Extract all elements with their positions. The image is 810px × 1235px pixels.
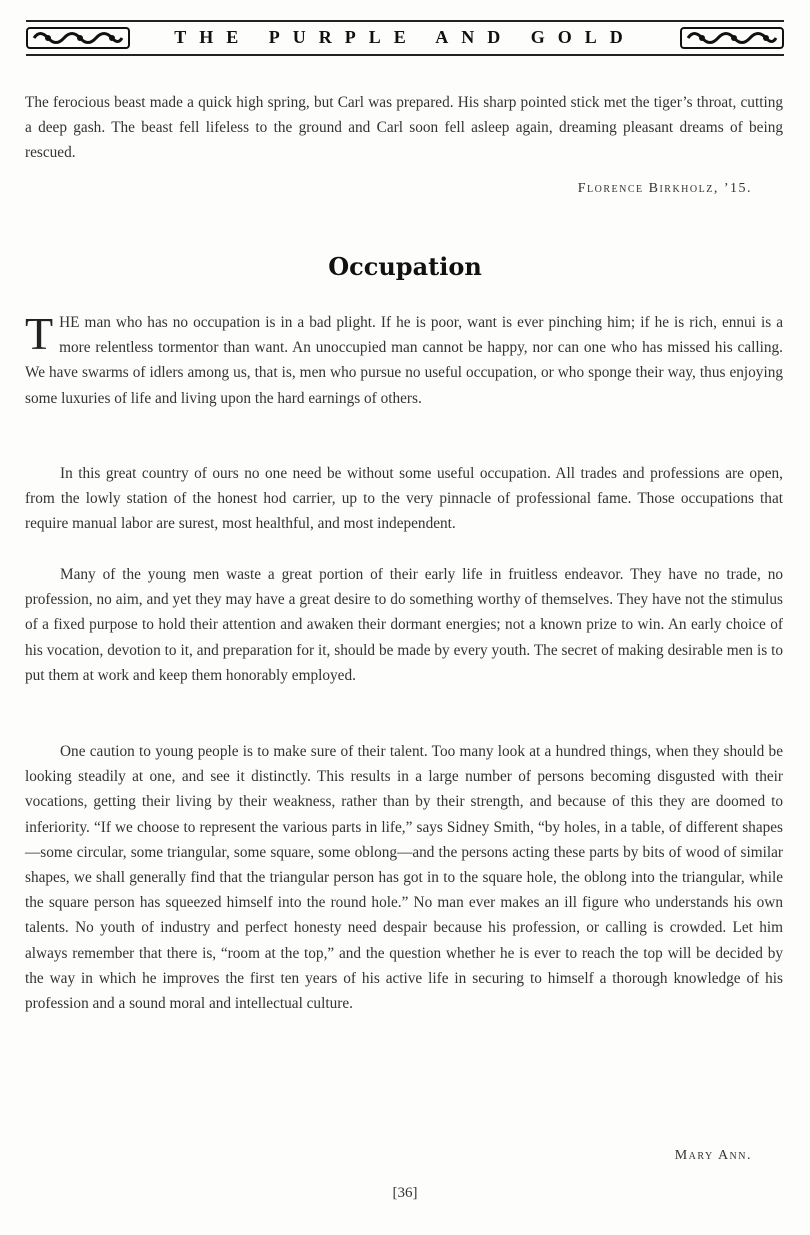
journal-title: THE PURPLE AND GOLD: [174, 27, 636, 47]
paragraph-text: HE man who has no occupation is in a bad plight. If he is poor, want is ever pinching him; if he is rich, ennui is a more relentless tormentor than want. An unoccupied man cannot be happy, nor can one who has missed his calling. We have swarms of idlers among us, that is, men who pursue no useful occupation, or who sponge their way, thus enjoying some luxuries of life and living upon the hard earnings of others.: [25, 314, 783, 407]
article-paragraph-4: One caution to young people is to make sure of their talent. Too many look at a hundred things, when they should be looking steadily at one, and see it distinctly. This results in a large number of persons becoming disgusted with their vocations, getting their living by their weakness, rather than by their strength, and because of this they are doomed to inferiority. “If we choose to represent the various parts in life,” says Sidney Smith, “by holes, in a table, of different shapes—some circular, some triangular, some square, some oblong—and the persons acting these parts by bits of wood of similar shapes, we shall generally find that the triangular person has got in to the square hole, the oblong into the triangular, while the square person has squeezed himself into the round hole.” No man ever makes an ill figure who understands his own talents. No youth of industry and perfect honesty need despair because his profession, or calling is crowded. Let him always remember that there is, “room at the top,” and the question whether he is ever to reach the top will be decided by the way in which he improves the first ten years of his active life in securing to himself a thorough knowledge of his profession and a sound moral and intellectual culture.: [25, 743, 783, 1013]
article-author: Mary Ann.: [674, 1148, 752, 1163]
story-author: Florence Birkholz, ’15.: [577, 181, 752, 196]
article-paragraph-3: Many of the young men waste a great portion of their early life in fruitless endeavor. They have no trade, no profession, no aim, and yet they may have a great desire to do something worthy of themselves. They have not the stimulus of a fixed purpose to hold their attention and awaken their dormant energies; not a known prize to win. An early choice of his vocation, devotion to it, and preparation for it, should be made by every youth. The secret of making desirable men is to put them at work and keep them honorably employed.: [25, 566, 783, 684]
page-header: [26, 18, 784, 58]
article-paragraph-2: In this great country of ours no one need be without some useful occupation. All trades and professions are open, from the lowly station of the honest hod carrier, up to the very pinnacle of professional fame. Those occupations that require manual labor are surest, most healthful, and most independent.: [25, 465, 783, 533]
drop-cap: T: [25, 308, 54, 359]
article-title: Occupation: [328, 252, 482, 281]
page-number: [36]: [392, 1185, 418, 1201]
header-bottom-rule: [26, 54, 784, 56]
header-top-rule: [26, 20, 784, 22]
scroll-ornament-icon: [680, 26, 784, 50]
story-ending-paragraph: The ferocious beast made a quick high spring, but Carl was prepared. His sharp pointed stick met the tiger’s throat, cutting a deep gash. The beast fell lifeless to the ground and Carl soon fell asleep again, dreaming pleasant dreams of being rescued.: [25, 94, 783, 162]
article-paragraph-1: [25, 310, 783, 411]
